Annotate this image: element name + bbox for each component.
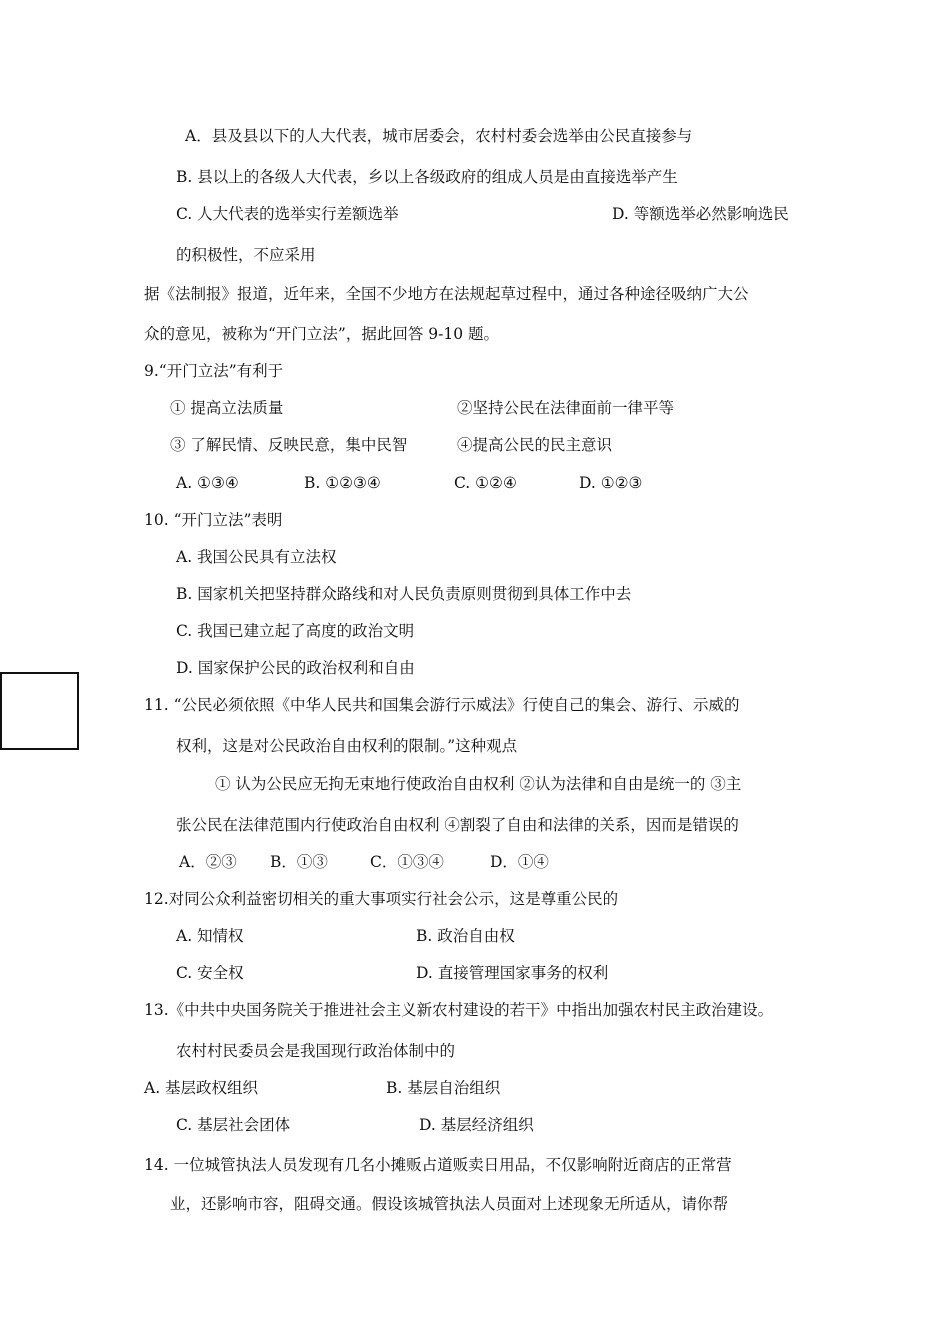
q13-option-a: A. 基层政权组织 <box>144 1079 259 1097</box>
question-12-stem: 12.对同公众利益密切相关的重大事项实行社会公示，这是尊重公民的 <box>144 890 619 908</box>
question-11-stem: 11. “公民必须依照《中华人民共和国集会游行示威法》行使自己的集会、游行、示威的 <box>144 696 740 714</box>
q11-option-d: D．①④ <box>490 853 549 871</box>
q8-option-b: B. 县以上的各级人大代表，乡以上各级政府的组成人员是由直接选举产生 <box>176 168 678 186</box>
q11-items-line2: 张公民在法律范围内行使政治自由权利 ④割裂了自由和法律的关系，因而是错误的 <box>176 816 739 834</box>
q10-option-b: B. 国家机关把坚持群众路线和对人民负责原则贯彻到具体工作中去 <box>176 585 632 603</box>
q8-option-a: A．县及县以下的人大代表，城市居委会，农村村委会选举由公民直接参与 <box>185 127 693 145</box>
q11-option-c: C．①③④ <box>370 853 444 871</box>
q10-option-d: D. 国家保护公民的政治权利和自由 <box>176 659 415 677</box>
margin-box <box>0 672 79 750</box>
q9-option-c: C. ①②④ <box>454 474 517 492</box>
question-10-stem: 10. “开门立法”表明 <box>144 511 283 529</box>
question-9-stem: 9.“开门立法”有利于 <box>144 362 284 380</box>
q11-option-b: B．①③ <box>270 853 328 871</box>
q11-items-line1: ① 认为公民应无拘无束地行使政治自由权利 ②认为法律和自由是统一的 ③主 <box>215 775 742 793</box>
question-13-stem-continued: 农村村民委员会是我国现行政治体制中的 <box>176 1042 456 1060</box>
q9-item-2: ②坚持公民在法律面前一律平等 <box>457 399 675 417</box>
q8-option-c: C. 人大代表的选举实行差额选举 <box>176 205 399 223</box>
question-13-stem: 13.《中共中央国务院关于推进社会主义新农村建设的若干》中指出加强农村民主政治建设。 <box>144 1001 774 1019</box>
q8-option-d: D. 等额选举必然影响选民 <box>612 205 789 223</box>
q9-item-1: ① 提高立法质量 <box>170 399 284 417</box>
q9-option-d: D. ①②③ <box>579 474 643 492</box>
q12-option-c: C. 安全权 <box>176 964 244 982</box>
q9-option-b: B. ①②③④ <box>304 474 381 492</box>
q10-option-c: C. 我国已建立起了高度的政治文明 <box>176 622 415 640</box>
question-14-stem-continued: 业，还影响市容，阻碍交通。假设该城管执法人员面对上述现象无所适从，请你帮 <box>170 1195 729 1213</box>
question-11-stem-continued: 权利，这是对公民政治自由权利的限制。”这种观点 <box>176 737 518 755</box>
q9-item-4: ④提高公民的民主意识 <box>457 436 613 454</box>
q10-option-a: A. 我国公民具有立法权 <box>176 548 337 566</box>
q9-option-a: A. ①③④ <box>176 474 239 492</box>
q12-option-d: D. 直接管理国家事务的权利 <box>416 964 609 982</box>
q11-option-a: A．②③ <box>179 853 237 871</box>
question-14-stem: 14. 一位城管执法人员发现有几名小摊贩占道贩卖日用品，不仅影响附近商店的正常营 <box>144 1156 732 1174</box>
q13-option-c: C. 基层社会团体 <box>176 1116 291 1134</box>
q13-option-b: B. 基层自治组织 <box>386 1079 501 1097</box>
q13-option-d: D. 基层经济组织 <box>419 1116 534 1134</box>
passage-intro-line1: 据《法制报》报道，近年来，全国不少地方在法规起草过程中，通过各种途径吸纳广大公 <box>144 285 749 303</box>
q12-option-a: A. 知情权 <box>176 927 244 945</box>
q8-option-d-continued: 的积极性，不应采用 <box>176 246 316 264</box>
passage-intro-line2: 众的意见，被称为“开门立法”，据此回答 9-10 题。 <box>144 325 500 343</box>
q12-option-b: B. 政治自由权 <box>416 927 515 945</box>
q9-item-3: ③ 了解民情、反映民意，集中民智 <box>170 436 408 454</box>
